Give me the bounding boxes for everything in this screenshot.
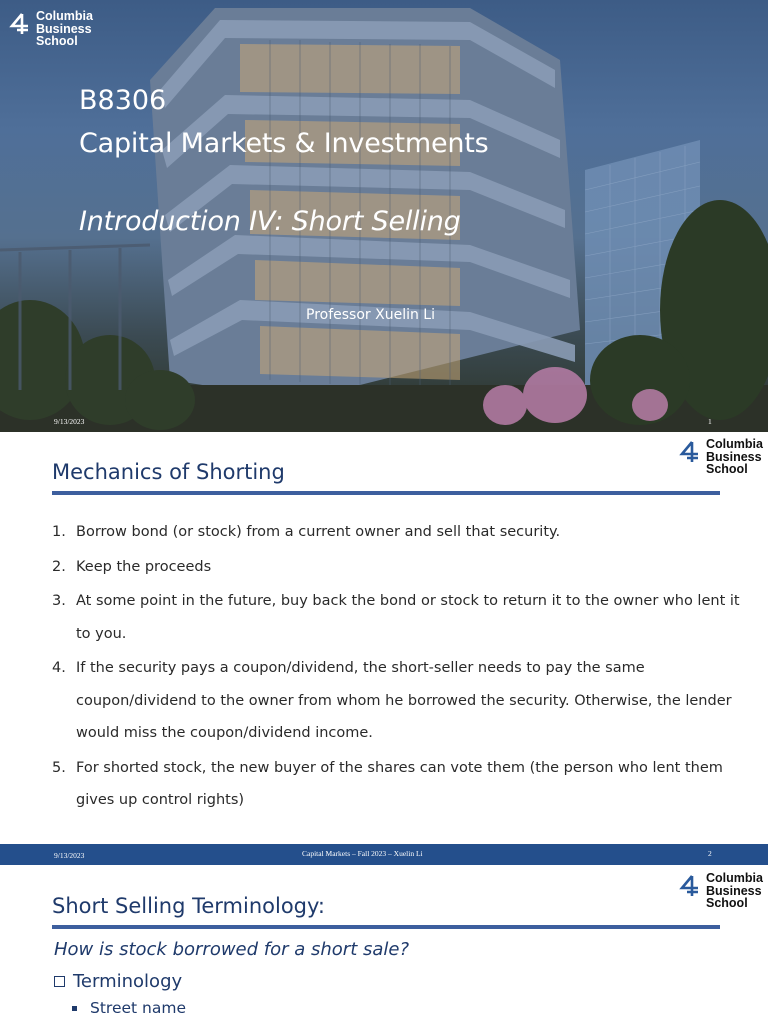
terminology-slide [0,866,768,1024]
logo-line-3: School [706,896,748,910]
logo-line-1: Columbia [36,9,93,23]
list-item-text: Borrow bond (or stock) from a current owner and sell that security. [76,524,561,540]
logo-line-3: School [706,462,748,476]
slide-question: How is stock borrowed for a short sale? [54,939,410,960]
cbs-crown-logo-icon [8,12,32,36]
mechanics-list [52,516,742,819]
course-title: Capital Markets & Investments [79,128,489,159]
list-item-text: At some point in the future, buy back the bond or stock to return it to the owner who lent it to you. [76,593,740,642]
logo-line-2: Business [706,449,762,464]
list-item-number: 4. [52,660,66,676]
list-item-number: 5. [52,759,66,776]
list-item [52,516,742,549]
logo-line-3: School [36,34,78,48]
logo-line-1: Columbia [706,871,763,885]
list-item-text: For shorted stock, the new buyer of the shares can vote them (the person who lent them gives up control rights) [76,759,723,808]
title-slide [0,0,768,432]
list-item [52,652,742,750]
checkbox-bullet-icon [54,976,65,987]
cbs-logo [678,438,763,476]
list-item [52,551,742,584]
square-bullet-icon [72,1006,77,1011]
heading-divider [52,491,720,495]
logo-line-2: Business [36,21,92,36]
footer-course: Capital Markets – Fall 2023 – Xuelin Li [302,849,423,858]
sub-bullet-label: Street name [90,999,186,1017]
footer-page-number: 2 [708,849,712,858]
list-item-number: 2. [52,558,66,575]
section-label: Terminology [73,971,183,992]
list-item-text: If the security pays a coupon/dividend, the short-seller needs to pay the same coupon/dividend to the owner from whom he borrowed the security. Otherwise, the lender would miss the coupon/dividend income. [76,660,732,741]
cbs-logo [8,10,93,48]
slide-date: 9/13/2023 [54,417,85,426]
heading-divider [52,925,720,929]
sub-bullet [72,999,186,1017]
cbs-crown-logo-icon [678,440,702,464]
logo-line-2: Business [706,883,762,898]
slide-heading: Mechanics of Shorting [52,460,285,484]
list-item-text: Keep the proceeds [76,558,212,575]
slide-heading: Short Selling Terminology: [52,894,325,918]
section-bullet [54,971,182,992]
mechanics-slide [0,432,768,866]
lecture-title: Introduction IV: Short Selling [79,206,461,237]
slide-footer [0,844,768,865]
footer-date: 9/13/2023 [54,851,85,860]
professor-name: Professor Xuelin Li [306,307,435,323]
list-item-number: 1. [52,524,66,540]
course-code: B8306 [79,85,167,116]
cbs-logo [678,872,763,910]
list-item [52,752,742,817]
logo-line-1: Columbia [706,437,763,451]
slide-number: 1 [708,417,712,426]
list-item [52,585,742,650]
cbs-crown-logo-icon [678,874,702,898]
list-item-number: 3. [52,593,66,609]
